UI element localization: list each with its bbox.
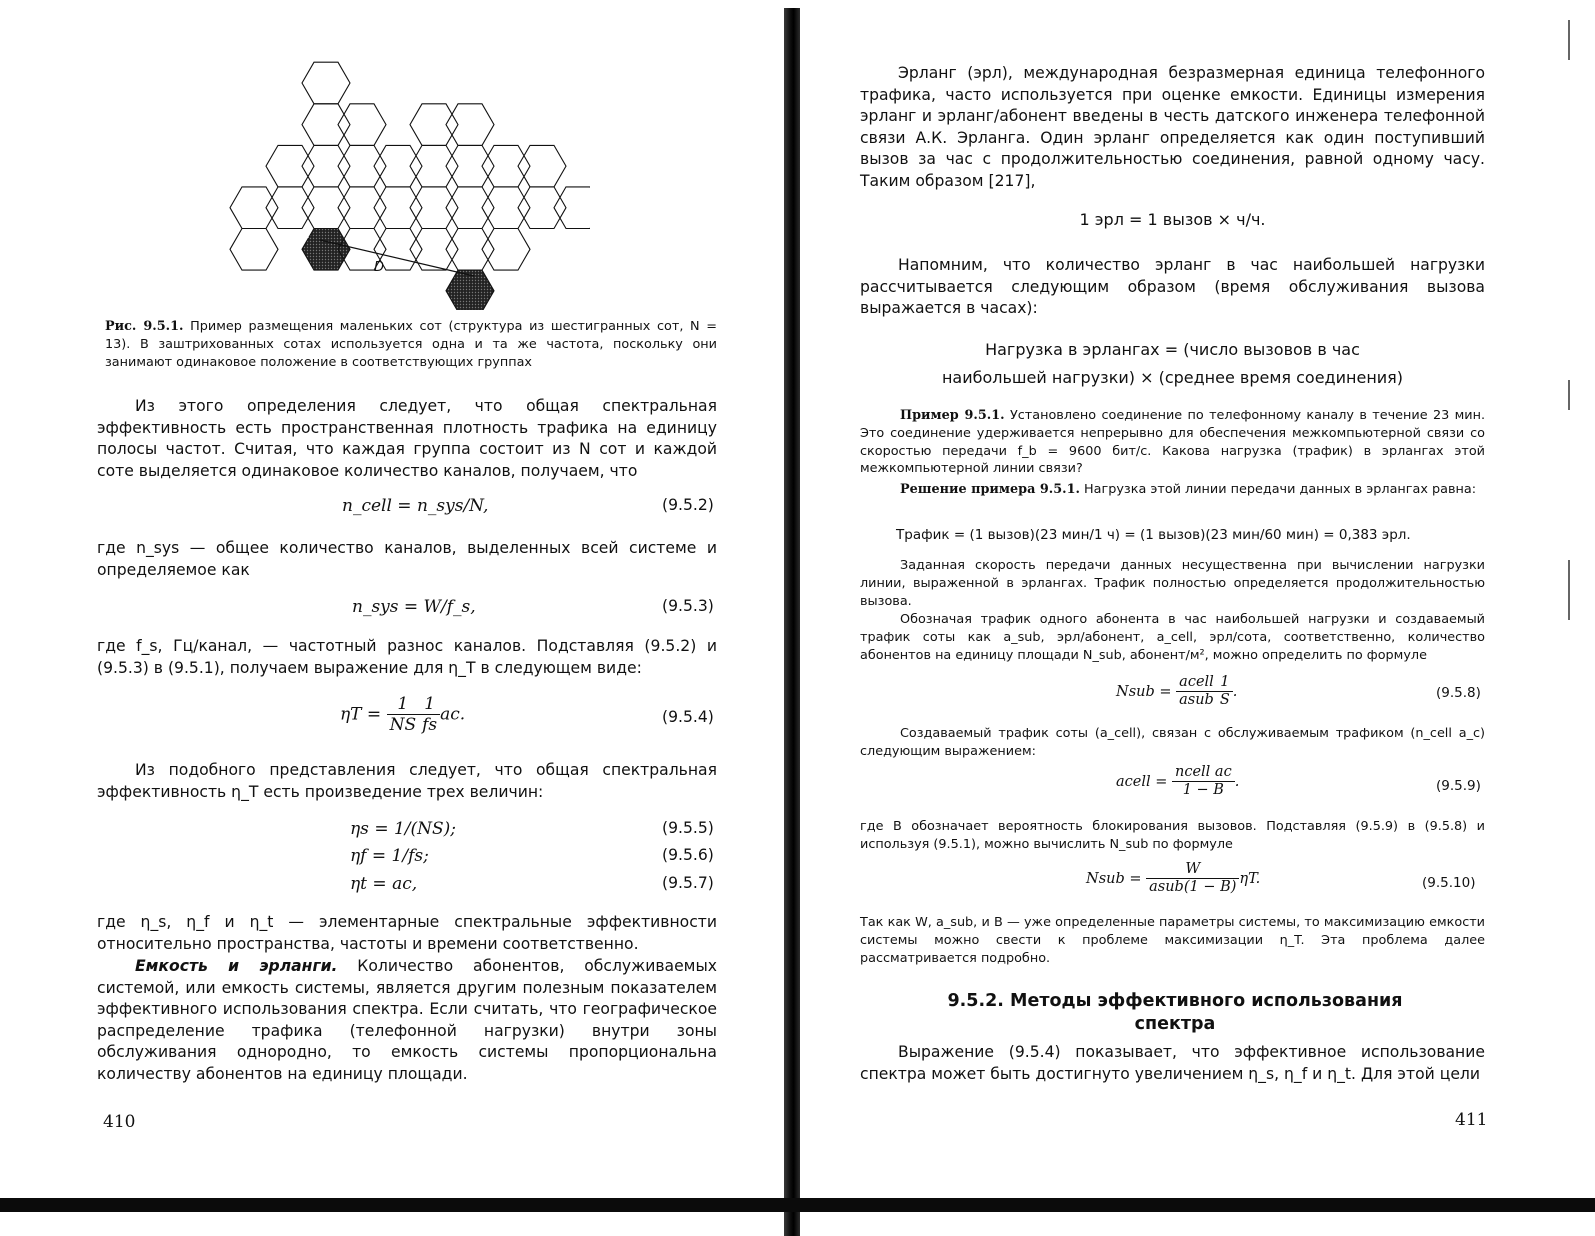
caption-text: Пример размещения маленьких сот (структура из шестигранных сот, N = 13). В заштрихованных сотах используется одна и та же частота, поскольку они занимают одинаковое положение в соответствующих группах bbox=[105, 319, 718, 370]
paragraph: Эрланг (эрл), международная безразмерная единица телефонного трафика, часто используется при оценке емкости. Единицы измерения эрланг и эрланг/абонент введены в честь датского инженера телефонной связи А.К. Эрланга. Один эрланг определяется как один поступивший вызов за час с продолжительностью соединения, равной одному часу. Таким образом [217], bbox=[860, 64, 1485, 190]
equation-number: (9.5.5) bbox=[662, 819, 714, 837]
hex-cell bbox=[374, 187, 422, 229]
equation-9-5-5: ηs = 1/(NS); bbox=[350, 819, 457, 839]
paragraph: Из этого определения следует, что общая спектральная эффективность есть пространственная плотность трафика на единицу полосы частот. Считая, что каждая группа состоит из N сот и каждой соте выделяется одинаковое количество каналов, получаем, что bbox=[97, 397, 717, 480]
solution-lead: Решение примера 9.5.1. bbox=[900, 482, 1080, 497]
paragraph: Выражение (9.5.4) показывает, что эффективное использование спектра может быть достигнуто увеличением η_s, η_f и η_t. Для этой цели bbox=[860, 1043, 1485, 1083]
traffic-formula: Трафик = (1 вызов)(23 мин/1 ч) = (1 вызов)(23 мин/60 мин) = 0,383 эрл. bbox=[896, 527, 1411, 543]
frac-den: NS bbox=[389, 715, 417, 736]
solution-paragraph bbox=[860, 481, 1485, 499]
hatched-cell bbox=[446, 270, 494, 310]
label-D: D bbox=[374, 260, 385, 275]
hex-cell bbox=[446, 104, 494, 146]
eq-lhs: Nsub = bbox=[1116, 683, 1172, 700]
frac-num: 1 bbox=[1217, 674, 1233, 692]
right-page bbox=[800, 0, 1595, 1236]
eq-tail: ac. bbox=[440, 704, 466, 725]
erlang-formula: 1 эрл = 1 вызов × ч/ч. bbox=[1079, 210, 1266, 229]
hex-cell bbox=[338, 104, 386, 146]
hex-cell bbox=[302, 104, 350, 146]
paragraph: Создаваемый трафик соты (a_cell), связан с обслуживаемым трафиком (n_cell a_c) следующим выражением: bbox=[860, 726, 1485, 759]
paragraph: Обозначая трафик одного абонента в час наибольшей нагрузки и создаваемый трафик соты как a_sub, эрл/абонент, a_cell, эрл/сота, соответственно, количество абонентов на единицу площади N_sub, абонент/м², можно определить по формуле bbox=[860, 612, 1485, 663]
hex-cell bbox=[266, 187, 314, 229]
caption-lead: Рис. 9.5.1. bbox=[105, 319, 184, 334]
page-edge-mark bbox=[1568, 560, 1570, 620]
equation-number: (9.5.6) bbox=[662, 846, 714, 864]
hex-cell bbox=[482, 229, 530, 271]
hex-cell bbox=[410, 229, 458, 271]
paragraph: Так как W, a_sub, и B — уже определенные параметры системы, то максимизацию емкости системы можно свести к проблеме максимизации η_T. Эта проблема далее рассматривается подробно. bbox=[860, 915, 1485, 966]
page-number: 411 bbox=[1455, 1110, 1488, 1130]
equation-number: (9.5.4) bbox=[662, 708, 714, 726]
eq-lhs: acell = bbox=[1116, 773, 1168, 790]
paragraph: Заданная скорость передачи данных несущественна при вычислении нагрузки линии, выраженной в эрлангах. Трафик полностью определяется продолжительностью вызова. bbox=[860, 558, 1485, 609]
hex-cell bbox=[230, 187, 278, 229]
paragraph: где f_s, Гц/канал, — частотный разнос каналов. Подставляя (9.5.2) и (9.5.3) в (9.5.1), получаем выражение для η_T в следующем виде: bbox=[97, 637, 717, 677]
frac-num: ncell ac bbox=[1172, 764, 1235, 782]
example-paragraph bbox=[860, 407, 1485, 478]
equation-number: (9.5.2) bbox=[662, 496, 714, 514]
hex-cell bbox=[410, 145, 458, 187]
paragraph: где n_sys — общее количество каналов, выделенных всей системе и определяемое как bbox=[97, 539, 717, 579]
frac-num: W bbox=[1146, 861, 1239, 879]
paragraph: Напомним, что количество эрланг в час наибольшей нагрузки рассчитывается следующим образом (время обслуживания вызова выражается в часах): bbox=[860, 256, 1485, 317]
hex-cell bbox=[446, 145, 494, 187]
hex-cell bbox=[410, 104, 458, 146]
equation-number: (9.5.9) bbox=[1436, 778, 1481, 794]
hex-cell bbox=[338, 145, 386, 187]
frac-den: fs bbox=[422, 715, 438, 736]
hex-cell bbox=[482, 187, 530, 229]
paragraph: Из подобного представления следует, что общая спектральная эффективность η_T есть произведение трех величин: bbox=[97, 761, 717, 801]
fraction bbox=[419, 694, 440, 736]
eq-lhs: Nsub = bbox=[1086, 870, 1142, 887]
page-number: 410 bbox=[103, 1112, 136, 1132]
frac-num: acell bbox=[1176, 674, 1217, 692]
solution-text: Нагрузка этой линии передачи данных в эрлангах равна: bbox=[1084, 482, 1477, 497]
hex-cell bbox=[338, 187, 386, 229]
hex-cell bbox=[230, 229, 278, 271]
page-edge-mark bbox=[1568, 20, 1570, 60]
hexagon-cell-diagram bbox=[225, 55, 590, 310]
equation-number: (9.5.10) bbox=[1422, 875, 1476, 891]
hex-cell bbox=[266, 145, 314, 187]
eq-tail: . bbox=[1234, 773, 1240, 790]
section-heading bbox=[910, 990, 1440, 1036]
fraction bbox=[1176, 674, 1217, 710]
equation-9-5-4 bbox=[340, 694, 465, 736]
equation-9-5-9 bbox=[1116, 764, 1239, 800]
equation-9-5-3: n_sys = W/f_s, bbox=[352, 597, 476, 617]
fraction bbox=[1172, 764, 1235, 800]
example-lead: Пример 9.5.1. bbox=[900, 408, 1005, 423]
paragraph-text: Количество абонентов, обслуживаемых системой, или емкость системы, является другим полезным показателем эффективного использования спектра. Если считать, что географическое распределение трафика (телефонной нагрузки) внутри зоны обслуживания однородно, то емкость системы пропорциональна количеству абонентов на единицу площади. bbox=[97, 957, 717, 1083]
hex-cell bbox=[302, 187, 350, 229]
eq-tail: ηT. bbox=[1239, 870, 1261, 887]
run-in-heading: Емкость и эрланги. bbox=[135, 957, 338, 975]
section-heading-line1: 9.5.2. Методы эффективного использования bbox=[947, 991, 1403, 1011]
eq-lhs: ηT = bbox=[340, 704, 382, 725]
hex-cell bbox=[518, 187, 566, 229]
eq-tail: . bbox=[1232, 683, 1238, 700]
frac-den: S bbox=[1219, 692, 1230, 709]
equation-number: (9.5.3) bbox=[662, 597, 714, 615]
hex-cell bbox=[446, 187, 494, 229]
hex-cell bbox=[482, 145, 530, 187]
paragraph: где η_s, η_f и η_t — элементарные спектральные эффективности относительно пространства, частоты и времени соответственно. bbox=[97, 913, 717, 953]
hex-cell bbox=[446, 229, 494, 271]
equation-9-5-8 bbox=[1116, 674, 1237, 710]
example-text: Установлено соединение по телефонному каналу в течение 23 мин. Это соединение удерживается непрерывно для обеспечения межкомпьютерной связи со скоростью передачи f_b = 9600 бит/с. Какова нагрузка (трафик) в эрлангах этой межкомпьютерной линии связи? bbox=[860, 408, 1486, 477]
label-R: R bbox=[301, 227, 311, 242]
equation-9-5-10 bbox=[1086, 861, 1260, 897]
hex-cell bbox=[302, 62, 350, 104]
hex-cell bbox=[554, 187, 590, 229]
equation-9-5-7: ηt = ac, bbox=[350, 874, 418, 894]
frac-num: 1 bbox=[419, 694, 440, 715]
hex-cell bbox=[518, 145, 566, 187]
equation-number: (9.5.8) bbox=[1436, 685, 1481, 701]
section-heading-line2: спектра bbox=[1134, 1014, 1216, 1034]
equation-9-5-6: ηf = 1/fs; bbox=[350, 846, 429, 866]
equation-number: (9.5.7) bbox=[662, 874, 714, 892]
frac-den: 1 − B bbox=[1182, 782, 1224, 799]
load-formula-line1: Нагрузка в эрлангах = (число вызовов в час bbox=[985, 340, 1360, 359]
book-binding bbox=[784, 8, 800, 1236]
left-page bbox=[0, 0, 780, 1236]
page-edge-mark bbox=[1568, 380, 1570, 410]
paragraph bbox=[97, 956, 717, 1085]
hex-cell bbox=[410, 187, 458, 229]
fraction bbox=[1146, 861, 1239, 897]
frac-num: 1 bbox=[387, 694, 420, 715]
bottom-scan-edge bbox=[0, 1198, 1595, 1212]
figure-caption bbox=[105, 318, 717, 371]
equation-9-5-2: n_cell = n_sys/N, bbox=[342, 496, 489, 516]
hex-cell bbox=[302, 145, 350, 187]
frac-den: asub(1 − B) bbox=[1149, 879, 1237, 896]
fraction bbox=[387, 694, 420, 736]
hex-cell bbox=[374, 145, 422, 187]
load-formula-line2: наибольшей нагрузки) × (среднее время соединения) bbox=[941, 368, 1404, 387]
fraction bbox=[1217, 674, 1233, 710]
frac-den: asub bbox=[1179, 692, 1214, 709]
paragraph: где B обозначает вероятность блокирования вызовов. Подставляя (9.5.9) в (9.5.8) и используя (9.5.1), можно вычислить N_sub по формуле bbox=[860, 819, 1485, 852]
